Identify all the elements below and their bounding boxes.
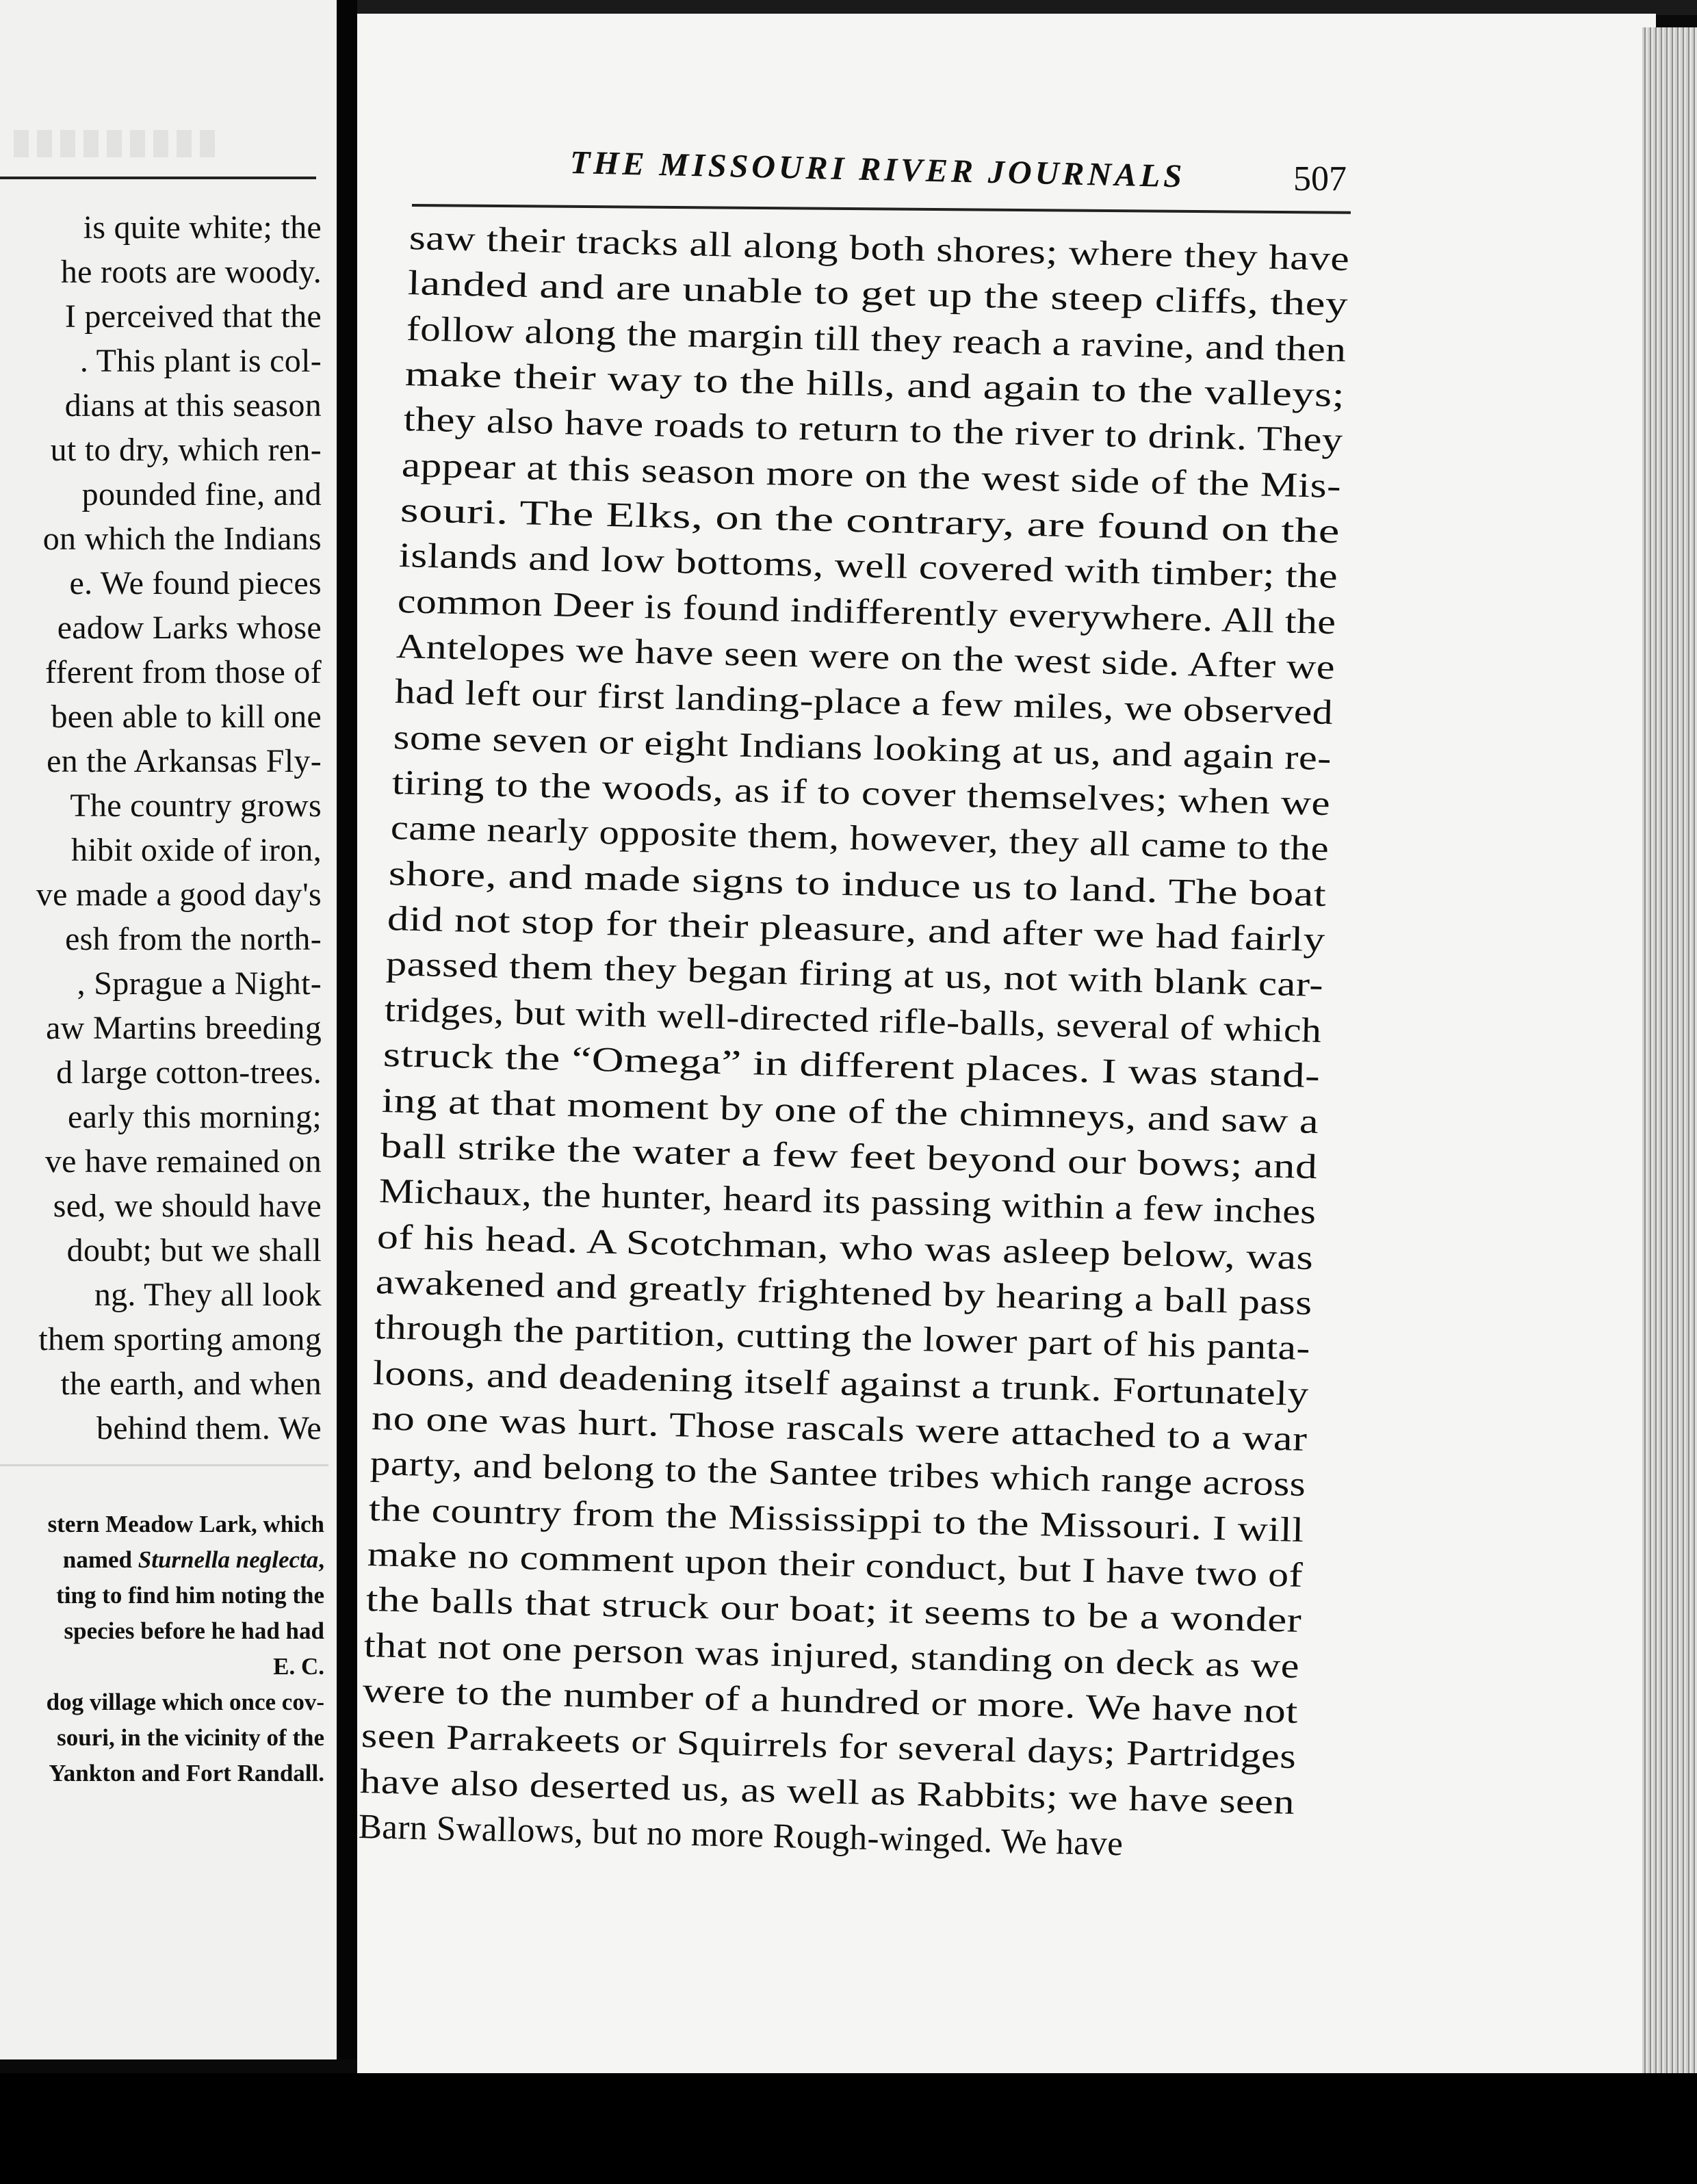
body-line: tridges, but with well-directed rifle-balls, several of which [384,990,1322,1050]
left-page-footnote-line: named Sturnella neglecta, [62,1546,324,1573]
body-line: passed them they began firing at us, not with blank car- [385,945,1324,1005]
body-line: party, and belong to the Santee tribes which range across [370,1444,1306,1505]
left-page-faded-header [14,130,219,157]
left-page-header-rule [0,177,316,179]
left-page-line: dians at this season [64,387,322,424]
body-line: make their way to the hills, and again to the valleys; [404,355,1345,415]
page-number: 507 [1293,159,1347,198]
left-page-line: , Sprague a Night- [77,965,322,1002]
body-line: did not stop for their pleasure, and after we had fairly [387,900,1326,960]
left-page-line: is quite white; the [83,209,322,246]
body-line: Barn Swallows, but no more Rough-winged. We have [358,1808,1124,1864]
left-page-line: early this morning; [68,1099,322,1135]
left-page-line: aw Martins breeding [46,1010,322,1046]
body-line: make no comment upon their conduct, but I have two of [367,1535,1304,1595]
body-line: through the partition, cutting the lower part of his panta- [374,1308,1311,1368]
left-page-line: eadow Larks whose [57,610,322,646]
body-line: the country from the Mississippi to the Missouri. I will [368,1490,1305,1550]
left-page-footnote-line: souri, in the vicinity of the [57,1724,324,1751]
left-page-footnote-separator [0,1464,328,1466]
body-line: awakened and greatly frightened by hearing a ball pass [375,1262,1313,1323]
left-page-line: them sporting among [38,1321,322,1357]
left-page-footnote-line: Yankton and Fort Randall. [49,1760,324,1786]
body-line: tiring to the woods, as if to cover themselves; when we [391,764,1331,824]
left-page-footnote-line: dog village which once cov- [46,1689,324,1715]
left-page-line: behind them. We [96,1410,322,1446]
body-line: came nearly opposite them, however, they all came to the [389,809,1330,869]
left-page-line: I perceived that the [64,298,322,335]
body-line: that not one person was injured, standing on deck as we [363,1626,1301,1686]
top-shadow [357,0,1697,15]
body-line: some seven or eight Indians looking at us, and again re- [393,718,1332,778]
left-page-footnote-line: stern Meadow Lark, which [47,1511,324,1537]
left-page-line: The country grows [70,788,322,824]
left-page-line: pounded fine, and [81,476,322,512]
body-line: souri. The Elks, on the contrary, are found on the [400,491,1340,551]
body-line: islands and low bottoms, well covered with timber; the [398,536,1338,597]
left-page-line: fferent from those of [45,654,322,690]
body-line: of his head. A Scotchman, who was asleep below, was [376,1217,1314,1277]
left-page-line: on which the Indians [42,521,322,557]
left-page-line: d large cotton-trees. [56,1054,322,1091]
body-line: Antelopes we have seen were on the west side. After we [396,627,1336,688]
body-line: common Deer is found indifferently everywhere. All the [397,582,1337,642]
left-facing-page [0,0,341,2059]
left-page-line: doubt; but we shall [66,1232,322,1269]
left-page-line: the earth, and when [60,1366,322,1402]
left-page-line: ng. They all look [94,1277,322,1313]
left-page-body-text [0,205,322,1451]
book-gutter [337,0,359,2059]
body-line: no one was hurt. Those rascals were attached to a war [371,1399,1308,1459]
left-page-line: ut to dry, which ren- [50,432,322,468]
book-page-edges [1642,27,1697,2073]
left-page-line: en the Arkansas Fly- [47,743,322,779]
left-page-line: sed, we should have [53,1188,322,1224]
left-page-line: been able to kill one [51,699,322,735]
body-line: appear at this season more on the west side of the Mis- [401,445,1343,506]
body-line: they also have roads to return to the river to drink. They [402,400,1343,460]
left-page-line: e. We found pieces [69,565,322,601]
left-page-line: ve made a good day's [36,876,322,913]
body-line: saw their tracks all along both shores; where they have [409,219,1350,279]
running-head: THE MISSOURI RIVER JOURNALS [569,144,1186,195]
body-line: shore, and made signs to induce us to land. The boat [388,854,1327,914]
body-line: were to the number of a hundred or more. We have not [362,1671,1299,1731]
body-line: have also deserted us, as well as Rabbits; we have seen [359,1762,1295,1822]
body-line: ing at that moment by one of the chimneys, and saw a [381,1081,1319,1141]
body-line: ball strike the water a few feet beyond our bows; and [380,1126,1318,1186]
body-line: follow along the margin till they reach a ravine, and then [406,309,1347,369]
body-line: Michaux, the hunter, heard its passing within a few inches [378,1172,1317,1232]
body-line: seen Parrakeets or Squirrels for several days; Partridges [361,1717,1297,1777]
left-page-line: . This plant is col- [79,343,322,379]
scanner-bottom-margin [0,2073,1697,2184]
body-line: struck the “Omega” in different places. I was stand- [383,1036,1321,1096]
body-line: had left our first landing-place a few miles, we observed [394,673,1334,733]
left-page-footnote-line: ting to find him noting the [56,1582,324,1609]
left-page-footnotes [0,1507,324,1791]
left-page-footnote-line: species before he had had [64,1617,324,1644]
body-line: the balls that struck our boat; it seems to be a wonder [365,1581,1302,1641]
left-page-line: esh from the north- [65,921,322,957]
left-page-line: ve have remained on [44,1143,322,1180]
left-page-line: he roots are woody. [60,254,322,290]
body-line: loons, and deadening itself against a trunk. Fortunately [372,1353,1310,1414]
left-page-line: hibit oxide of iron, [71,832,322,868]
body-line: landed and are unable to get up the steep cliffs, they [407,264,1349,324]
left-page-footnote-line: E. C. [273,1653,324,1680]
